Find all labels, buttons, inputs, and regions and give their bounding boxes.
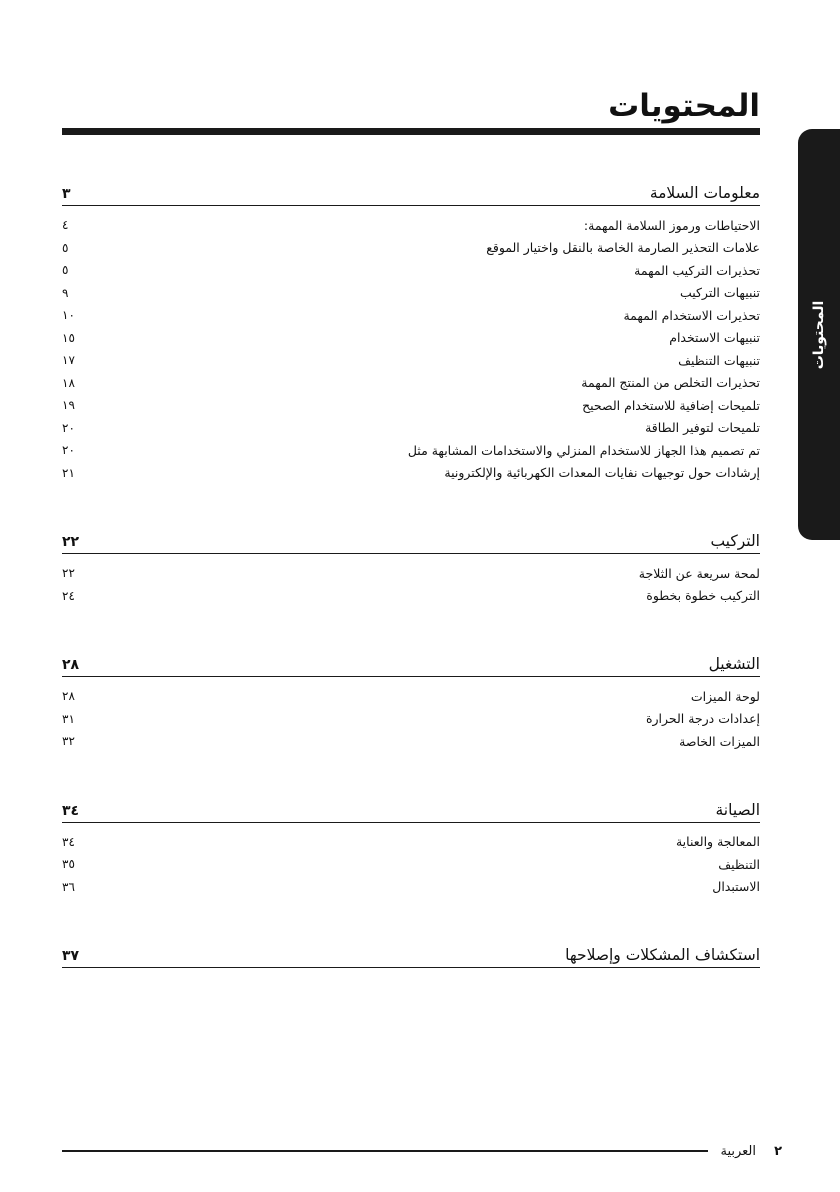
toc-entry[interactable] bbox=[62, 394, 760, 417]
entry-page-number: ٤ bbox=[62, 218, 69, 233]
toc-section-heading bbox=[62, 182, 760, 206]
toc-entry[interactable] bbox=[62, 304, 760, 327]
entry-page-number: ٢١ bbox=[62, 465, 75, 480]
entry-page-number: ٢٠ bbox=[62, 443, 75, 458]
entry-title: لوحة الميزات bbox=[690, 688, 760, 704]
entry-title: تم تصميم هذا الجهاز للاستخدام المنزلي والاستخدامات المشابهة مثل bbox=[407, 442, 760, 458]
toc-section-heading bbox=[62, 530, 760, 554]
entry-page-number: ٣٦ bbox=[62, 879, 75, 894]
entry-title: الاستبدال bbox=[712, 879, 760, 895]
toc-entry[interactable] bbox=[62, 282, 760, 305]
entry-title: الميزات الخاصة bbox=[679, 733, 760, 749]
toc-entry[interactable] bbox=[62, 417, 760, 440]
table-of-contents bbox=[62, 182, 760, 1014]
entry-title: تنبيهات التركيب bbox=[679, 285, 760, 301]
toc-entry-list bbox=[62, 685, 760, 753]
entry-page-number: ٥ bbox=[62, 240, 69, 255]
entry-page-number: ١٠ bbox=[62, 308, 75, 323]
toc-entry[interactable] bbox=[62, 214, 760, 237]
toc-entry-list bbox=[62, 214, 760, 484]
section-page-number: ٣ bbox=[62, 186, 71, 202]
section-page-number: ٣٤ bbox=[62, 802, 80, 819]
footer-language: العربية bbox=[720, 1144, 756, 1159]
toc-entry[interactable] bbox=[62, 327, 760, 350]
toc-section bbox=[62, 799, 760, 899]
entry-page-number: ٣٥ bbox=[62, 857, 75, 872]
entry-title: إعدادات درجة الحرارة bbox=[645, 711, 760, 727]
entry-title: المعالجة والعناية bbox=[675, 834, 760, 850]
entry-title: علامات التحذير الصارمة الخاصة بالنقل واختيار الموقع bbox=[486, 240, 760, 256]
toc-entry[interactable] bbox=[62, 259, 760, 282]
toc-entry[interactable] bbox=[62, 708, 760, 731]
entry-title: لمحة سريعة عن الثلاجة bbox=[638, 565, 760, 581]
toc-entry[interactable] bbox=[62, 237, 760, 260]
entry-page-number: ٢٨ bbox=[62, 689, 75, 704]
toc-section-heading bbox=[62, 799, 760, 823]
toc-entry[interactable] bbox=[62, 585, 760, 608]
entry-page-number: ٩ bbox=[62, 285, 69, 300]
toc-entry[interactable] bbox=[62, 831, 760, 854]
entry-title: تحذيرات التركيب المهمة bbox=[634, 262, 760, 278]
section-page-number: ٢٨ bbox=[62, 657, 80, 673]
toc-section bbox=[62, 530, 760, 607]
toc-section-heading bbox=[62, 653, 760, 677]
toc-section bbox=[62, 944, 760, 968]
entry-page-number: ٣٢ bbox=[62, 734, 75, 749]
toc-entry[interactable] bbox=[62, 349, 760, 372]
entry-title: تحذيرات التخلص من المنتج المهمة bbox=[581, 375, 760, 391]
entry-page-number: ٣١ bbox=[62, 711, 75, 726]
toc-entry-list bbox=[62, 831, 760, 899]
section-page-number: ٢٢ bbox=[62, 534, 80, 550]
entry-title: إرشادات حول توجيهات نفايات المعدات الكهربائية والإلكترونية bbox=[444, 465, 760, 481]
page-title: المحتويات bbox=[608, 88, 760, 124]
section-title: التركيب bbox=[710, 532, 760, 550]
entry-title: التركيب خطوة بخطوة bbox=[646, 588, 760, 604]
section-title: معلومات السلامة bbox=[649, 184, 760, 202]
toc-section bbox=[62, 653, 760, 753]
toc-entry[interactable] bbox=[62, 439, 760, 462]
side-tab bbox=[798, 129, 840, 540]
entry-title: التنظيف bbox=[718, 856, 760, 872]
section-title: الصيانة bbox=[715, 800, 760, 819]
toc-entry-list bbox=[62, 562, 760, 607]
toc-entry[interactable] bbox=[62, 562, 760, 585]
entry-page-number: ١٥ bbox=[62, 330, 75, 345]
entry-page-number: ٢٠ bbox=[62, 420, 75, 435]
footer-rule bbox=[62, 1150, 708, 1152]
entry-page-number: ٣٤ bbox=[62, 834, 75, 849]
toc-entry[interactable] bbox=[62, 372, 760, 395]
section-title: استكشاف المشكلات وإصلاحها bbox=[565, 946, 760, 964]
side-tab-label: المحتويات bbox=[811, 300, 827, 369]
entry-title: تنبيهات التنظيف bbox=[678, 352, 760, 368]
entry-page-number: ١٧ bbox=[62, 353, 75, 368]
entry-title: تلميحات لتوفير الطاقة bbox=[645, 420, 760, 436]
entry-page-number: ٢٤ bbox=[62, 588, 75, 603]
title-rule bbox=[62, 128, 760, 135]
toc-entry[interactable] bbox=[62, 685, 760, 708]
entry-page-number: ٢٢ bbox=[62, 566, 75, 581]
entry-title: تلميحات إضافية للاستخدام الصحيح bbox=[582, 397, 760, 413]
toc-entry[interactable] bbox=[62, 853, 760, 876]
footer-page-number: ٢ bbox=[774, 1144, 782, 1159]
entry-title: الاحتياطات ورموز السلامة المهمة: bbox=[583, 217, 760, 233]
section-page-number: ٣٧ bbox=[62, 948, 80, 964]
entry-page-number: ٥ bbox=[62, 263, 69, 278]
entry-title: تنبيهات الاستخدام bbox=[669, 330, 760, 346]
toc-entry[interactable] bbox=[62, 462, 760, 485]
toc-section-heading bbox=[62, 944, 760, 968]
entry-title: تحذيرات الاستخدام المهمة bbox=[623, 307, 760, 323]
section-title: التشغيل bbox=[708, 655, 760, 673]
entry-page-number: ١٩ bbox=[62, 398, 75, 413]
toc-entry[interactable] bbox=[62, 730, 760, 753]
toc-section bbox=[62, 182, 760, 484]
toc-entry[interactable] bbox=[62, 876, 760, 899]
entry-page-number: ١٨ bbox=[62, 375, 75, 390]
